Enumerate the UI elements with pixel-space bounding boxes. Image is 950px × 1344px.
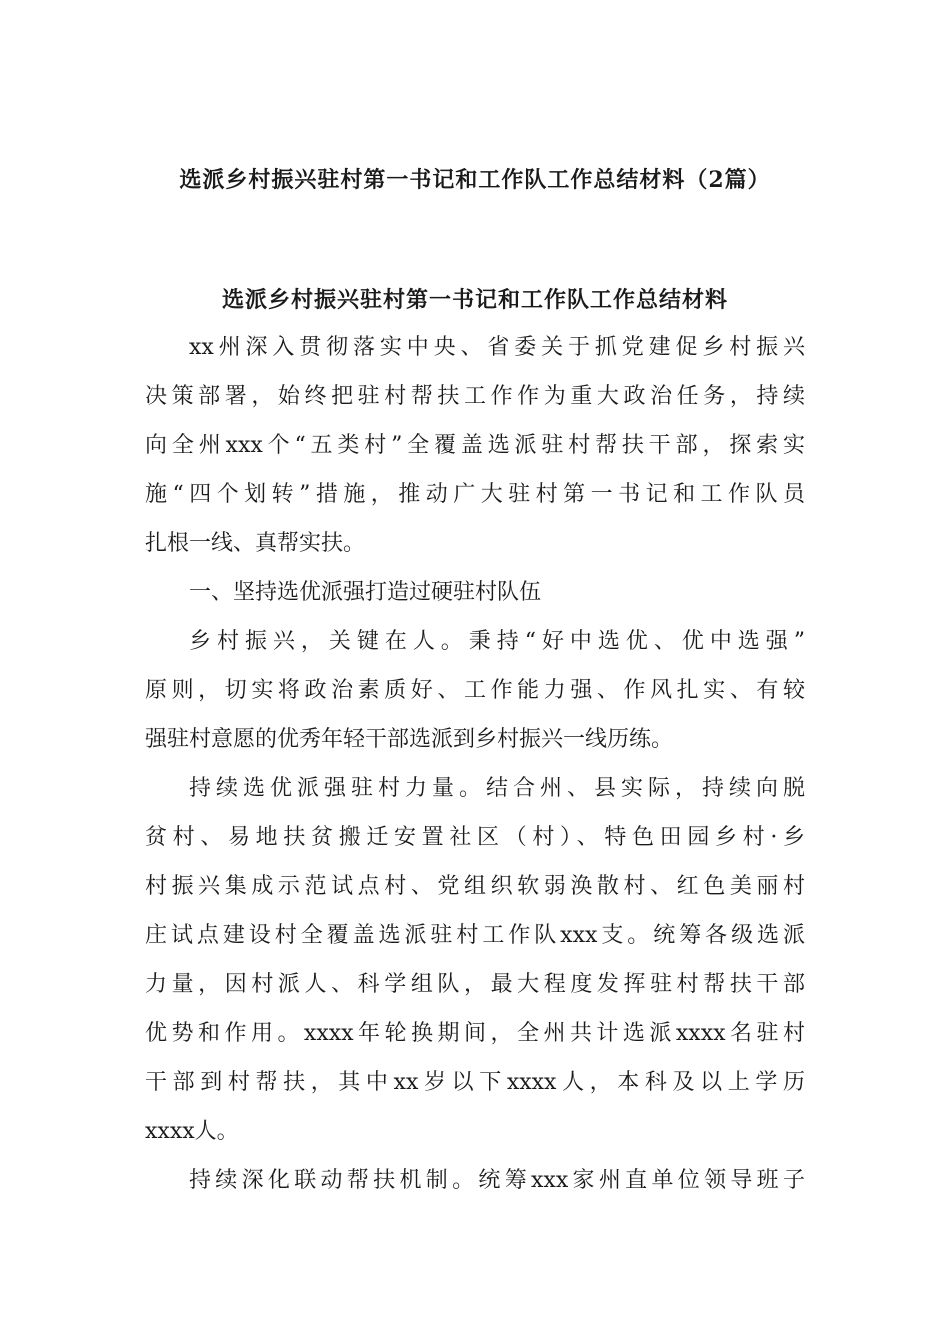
text-line: 扎根一线、真帮实扶。 — [145, 531, 366, 556]
text-line: 优势和作用。xxxx年轮换期间，全州共计选派xxxx名驻村 — [145, 1021, 805, 1046]
text-line: 村振兴集成示范试点村、党组织软弱涣散村、红色美丽村 — [145, 874, 805, 899]
section-title: 选派乡村振兴驻村第一书记和工作队工作总结材料 — [221, 287, 728, 313]
text-line: 持续深化联动帮扶机制。统筹xxx家州直单位领导班子 — [189, 1168, 805, 1193]
text-line: 干部到村帮扶，其中xx岁以下xxxx人，本科及以上学历 — [145, 1070, 805, 1095]
text-line: xx州深入贯彻落实中央、省委关于抓党建促乡村振兴 — [189, 335, 805, 360]
text-line: 庄试点建设村全覆盖选派驻村工作队xxx支。统筹各级选派 — [145, 923, 805, 948]
text-line: xxxx人。 — [145, 1119, 239, 1144]
text-line: 施“四个划转”措施，推动广大驻村第一书记和工作队员 — [145, 482, 805, 507]
text-line: 原则，切实将政治素质好、工作能力强、作风扎实、有较 — [145, 678, 805, 703]
text-line: 向全州xxx个“五类村”全覆盖选派驻村帮扶干部，探索实 — [145, 433, 805, 458]
text-line: 强驻村意愿的优秀年轻干部选派到乡村振兴一线历练。 — [145, 727, 674, 752]
paragraph-intro — [145, 323, 805, 568]
paragraph-linkage-mechanism — [145, 1156, 805, 1205]
paragraph-key-people — [145, 617, 805, 764]
text-line: 一、坚持选优派强打造过硬驻村队伍 — [189, 580, 542, 605]
document-body — [145, 323, 805, 1205]
document-title: 选派乡村振兴驻村第一书记和工作队工作总结材料（2篇） — [179, 167, 771, 193]
text-line: 力量，因村派人、科学组队，最大程度发挥驻村帮扶干部 — [145, 972, 805, 997]
text-line: 持续选优派强驻村力量。结合州、县实际，持续向脱 — [189, 776, 805, 801]
text-line: 决策部署，始终把驻村帮扶工作作为重大政治任务，持续 — [145, 384, 805, 409]
heading-section-one — [145, 568, 805, 617]
text-line: 乡村振兴，关键在人。秉持“好中选优、优中选强” — [189, 629, 805, 654]
text-line: 贫村、易地扶贫搬迁安置社区（村）、特色田园乡村·乡 — [145, 825, 805, 850]
paragraph-select-strength — [145, 764, 805, 1156]
